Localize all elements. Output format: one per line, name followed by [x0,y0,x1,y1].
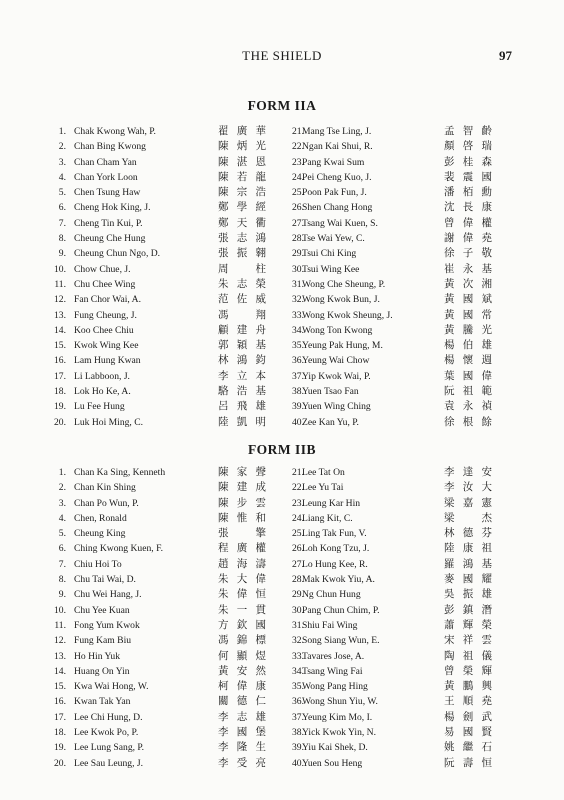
student-name-english: Lee Yu Tai [302,482,344,494]
student-name-english: Tse Wai Yew, C. [302,233,365,245]
entry-number: 22. [292,482,304,494]
entry-number: 20. [54,757,66,769]
roster-form-iib [40,465,524,771]
entry-number: 29. [292,248,304,260]
entry-number: 39. [292,742,304,754]
student-name-english: Fung Kam Biu [74,635,132,647]
entry-number: 32. [292,635,304,647]
entry-number: 29. [292,589,304,601]
roster-row [40,185,524,200]
roster-row [40,124,524,139]
roster-row [40,369,524,384]
student-name-chinese: 麥 國 耀 [444,573,492,586]
entry-number: 18. [54,727,66,739]
roster-row [40,323,524,338]
student-name-english: Lee Tat On [302,467,345,478]
entry-number: 36. [292,355,304,367]
student-name-chinese: 柯 偉 康 [218,680,266,693]
student-name-chinese: 顧 建 舟 [218,323,266,336]
student-name-chinese: 裴 震 國 [444,170,492,183]
student-name-english: Pei Cheng Kuo, J. [302,171,372,183]
roster-row [40,399,524,414]
entry-number: 33. [292,309,304,321]
roster-row [40,603,524,618]
student-name-chinese: 陳 家 聲 [218,466,266,478]
section-title: FORM IIB [247,442,317,457]
student-name-english: Yeung Pak Hung, M. [302,340,383,352]
entry-number: 39. [292,401,304,413]
student-name-chinese: 陳 建 成 [218,481,266,494]
student-name-english: Chan Bing Kwong [74,141,146,153]
student-name-english: Chu Yee Kuan [74,604,130,616]
roster-row [40,353,524,368]
student-name-english: Ho Hin Yuk [74,650,121,662]
student-name-english: Pang Kwai Sum [302,156,365,168]
student-name-chinese: 馮 錦 標 [218,634,266,647]
entry-number: 32. [292,294,304,306]
student-name-english: Yeung Wai Chow [302,355,370,367]
student-name-chinese: 蕭 輝 榮 [444,618,492,631]
student-name-english: Tavares Jose, A. [302,650,365,662]
entry-number: 15. [54,340,66,352]
student-name-chinese: 李 受 亮 [218,756,266,769]
student-name-chinese: 趙 海 濤 [218,557,266,570]
entry-number: 1. [58,126,66,137]
entry-number: 19. [54,742,66,754]
student-name-chinese: 徐 子 敬 [444,247,492,260]
entry-number: 18. [54,386,66,398]
entry-number: 12. [54,635,66,647]
entry-number: 13. [54,309,66,321]
student-name-chinese: 陸 康 祖 [444,542,492,555]
student-name-chinese: 梁 嘉 憲 [444,496,492,509]
student-name-chinese: 葉 國 偉 [444,369,492,382]
student-name-chinese: 陳 宗 浩 [218,186,266,199]
student-name-english: Yip Kwok Wai, P. [302,370,371,382]
student-name-english: Tsang Wing Fai [302,665,363,677]
student-name-english: Cheng Tin Kui, P. [74,217,143,229]
student-name-chinese: 羅 鴻 基 [444,557,492,570]
roster-row [40,480,524,495]
student-name-chinese: 阮 祖 範 [444,385,492,398]
student-name-english: Chan Ka Sing, Kenneth [74,467,166,478]
student-name-chinese: 黃 國 斌 [444,293,492,306]
entry-number: 27. [292,217,304,229]
student-name-chinese: 崔 永 基 [444,262,492,275]
roster-row [40,679,524,694]
student-name-chinese: 沈 長 康 [444,201,492,214]
student-name-english: Wong Pang Hing [302,681,368,693]
entry-number: 5. [58,528,66,540]
entry-number: 40. [292,757,304,769]
entry-number: 4. [58,171,66,183]
entry-number: 38. [292,727,304,739]
entry-number: 7. [58,558,66,570]
roster-row [40,740,524,755]
student-name-chinese: 李 國 堡 [218,726,266,739]
entry-number: 6. [58,543,66,555]
roster-row [40,694,524,709]
student-name-chinese: 姚 繼 石 [444,741,492,754]
entry-number: 7. [58,217,66,229]
entry-number: 13. [54,650,66,662]
entry-number: 16. [54,696,66,708]
student-name-english: Lee Lung Sang, P. [74,742,145,754]
roster-row [40,139,524,154]
student-name-english: Fung Cheung, J. [74,309,137,321]
student-name-chinese: 張 擎 [218,527,266,540]
roster-row [40,338,524,353]
student-name-chinese: 曾 偉 權 [444,216,492,229]
student-name-english: Kwok Wing Kee [74,340,139,352]
entry-number: 28. [292,574,304,586]
entry-number: 5. [58,187,66,199]
entry-number: 37. [292,370,304,382]
entry-number: 20. [54,416,66,428]
student-name-chinese: 陶 祖 儀 [444,649,492,662]
student-name-chinese: 郭 穎 基 [218,339,266,352]
student-name-chinese: 楊 劍 武 [444,710,492,723]
student-name-english: Cheung Chun Ngo, D. [74,248,161,260]
student-name-english: Chan Cham Yan [74,156,137,168]
student-name-english: Ching Kwong Kuen, F. [74,543,164,555]
student-name-english: Lee Chi Hung, D. [74,711,143,723]
roster-row [40,496,524,511]
student-name-english: Kwan Tak Yan [74,696,131,708]
entry-number: 35. [292,681,304,693]
roster-row [40,557,524,572]
student-name-english: Chan York Loon [74,171,138,183]
student-name-english: Cheung King [74,528,126,540]
student-name-english: Chow Chue, J. [74,263,131,275]
student-name-english: Pang Chun Chim, P. [302,604,380,616]
roster-row [40,664,524,679]
student-name-english: Cheng Hok King, J. [74,202,151,214]
student-name-chinese: 曾 榮 輝 [444,664,492,677]
student-name-english: Wong Shun Yiu, W. [302,696,378,708]
entry-number: 14. [54,324,66,336]
roster-form-iia [40,124,524,430]
student-name-chinese: 黃 騰 光 [444,323,492,336]
student-name-chinese: 潘 栢 勳 [444,186,492,199]
student-name-chinese: 王 順 堯 [444,695,492,708]
entry-number: 11. [54,278,66,290]
entry-number: 15. [54,681,66,693]
roster-row [40,277,524,292]
student-name-chinese: 周 柱 [218,262,266,275]
student-name-chinese: 鄭 學 經 [218,201,266,214]
entry-number: 37. [292,711,304,723]
student-name-english: Cheung Che Hung [74,233,146,245]
student-name-english: Chu Chee Wing [74,278,136,290]
student-name-chinese: 張 志 鴻 [218,232,266,245]
entry-number: 14. [54,665,66,677]
roster-row [40,587,524,602]
student-name-chinese: 呂 飛 雄 [218,400,266,413]
student-name-english: Leung Kar Hin [302,497,361,509]
page-number: 97 [499,48,512,63]
entry-number: 9. [58,248,66,260]
student-name-english: Lam Hung Kwan [74,355,141,367]
student-name-english: Zee Kan Yu, P. [302,416,359,428]
student-name-chinese: 孟 智 齡 [444,125,492,137]
student-name-english: Luk Hoi Ming, C. [74,416,144,428]
entry-number: 22. [292,141,304,153]
roster-row [40,155,524,170]
entry-number: 25. [292,187,304,199]
entry-number: 24. [292,171,304,183]
student-name-english: Lee Kwok Po, P. [74,727,139,739]
roster-row [40,246,524,261]
roster-row [40,633,524,648]
student-name-chinese: 陸 凱 明 [218,415,266,428]
student-name-chinese: 宋 祥 雲 [444,634,492,647]
entry-number: 40. [292,416,304,428]
student-name-english: Kwa Wai Hong, W. [74,681,149,693]
student-name-english: Ling Tak Fun, V. [302,528,367,540]
student-name-chinese: 顏 啓 瑞 [444,140,492,153]
student-name-chinese: 陳 惟 和 [218,511,266,524]
student-name-english: Tsui Wing Kee [302,263,360,275]
student-name-english: Wong Ton Kwong [302,324,373,336]
student-name-english: Yuen Tsao Fan [302,386,359,398]
journal-title: THE SHIELD [242,48,322,63]
entry-number: 36. [292,696,304,708]
student-name-english: Wong Kwok Sheung, J. [302,309,393,321]
student-name-chinese: 朱 大 偉 [218,573,266,586]
student-name-chinese: 朱 偉 恒 [218,588,266,601]
entry-number: 30. [292,604,304,616]
student-name-chinese: 李 隆 生 [218,741,266,754]
roster-row [40,618,524,633]
student-name-english: Huang On Yin [74,665,130,677]
roster-row [40,216,524,231]
student-name-english: Shen Chang Hong [302,202,373,214]
entry-number: 17. [54,711,66,723]
entry-number: 10. [54,604,66,616]
roster-row [40,725,524,740]
entry-number: 26. [292,202,304,214]
roster-row [40,649,524,664]
entry-number: 1. [58,467,66,478]
entry-number: 27. [292,558,304,570]
student-name-chinese: 林 鴻 鈞 [218,354,266,367]
entry-number: 21. [292,467,304,478]
student-name-chinese: 程 廣 權 [218,542,266,555]
entry-number: 2. [58,141,66,153]
student-name-chinese: 范 佐 威 [218,293,266,306]
entry-number: 19. [54,401,66,413]
student-name-english: Lu Fee Hung [74,401,125,413]
student-name-english: Lo Hung Kee, R. [302,558,368,570]
student-name-chinese: 黃 次 湘 [444,277,492,290]
student-name-english: Chen, Ronald [74,512,127,524]
student-name-chinese: 徐 根 餘 [444,415,492,428]
student-name-english: Chu Tai Wai, D. [74,574,136,586]
student-name-english: Ng Chun Hung [302,589,361,601]
student-name-english: Yiu Kai Shek, D. [302,742,368,754]
student-name-chinese: 陳 湛 恩 [218,155,266,168]
entry-number: 2. [58,482,66,494]
entry-number: 11. [54,619,66,631]
roster-row [40,415,524,430]
entry-number: 34. [292,665,304,677]
section-title: FORM IIA [247,98,317,113]
entry-number: 6. [58,202,66,214]
student-name-chinese: 陳 若 龍 [218,170,266,183]
roster-row [40,511,524,526]
entry-number: 3. [58,497,66,509]
student-name-chinese: 陳 炳 光 [218,140,266,153]
student-name-chinese: 吳 振 雄 [444,588,492,601]
student-name-english: Mang Tse Ling, J. [302,126,372,137]
roster-row [40,384,524,399]
roster-row [40,170,524,185]
student-name-chinese: 李 立 本 [218,369,266,382]
entry-number: 28. [292,233,304,245]
student-name-chinese: 關 德 仁 [218,695,266,708]
student-name-chinese: 阮 壽 恒 [444,756,492,769]
entry-number: 30. [292,263,304,275]
student-name-english: Koo Chee Chiu [74,324,134,336]
entry-number: 8. [58,574,66,586]
roster-row [40,572,524,587]
student-name-english: Yick Kwok Yin, N. [302,727,376,739]
student-name-english: Wong Che Sheung, P. [302,278,386,290]
student-name-chinese: 黃 安 然 [218,664,266,677]
student-name-english: Fan Chor Wai, A. [74,294,142,306]
entry-number: 24. [292,512,304,524]
entry-number: 17. [54,370,66,382]
student-name-english: Yuen Sou Heng [302,757,363,769]
entry-number: 34. [292,324,304,336]
student-name-chinese: 翟 廣 華 [218,125,266,137]
student-name-chinese: 彭 桂 森 [444,155,492,168]
student-name-chinese: 張 振 翱 [218,247,266,260]
student-name-english: Chu Wei Hang, J. [74,589,142,601]
student-name-chinese: 朱 一 貫 [218,603,266,616]
student-name-english: Liang Kit, C. [302,512,353,524]
entry-number: 8. [58,233,66,245]
entry-number: 23. [292,156,304,168]
roster-row [40,710,524,725]
student-name-chinese: 黃 國 常 [444,308,492,321]
student-name-chinese: 李 汝 大 [444,481,492,494]
student-name-chinese: 袁 永 禎 [444,400,492,413]
student-name-chinese: 何 顯 煜 [218,649,266,662]
entry-number: 10. [54,263,66,275]
student-name-english: Chen Tsung Haw [74,187,141,199]
student-name-chinese: 彭 鎮 潛 [444,603,492,616]
entry-number: 33. [292,650,304,662]
student-name-chinese: 駱 浩 基 [218,385,266,398]
entry-number: 9. [58,589,66,601]
entry-number: 25. [292,528,304,540]
roster-row [40,292,524,307]
student-name-english: Fong Yum Kwok [74,619,140,631]
student-name-chinese: 朱 志 榮 [218,277,266,290]
student-name-chinese: 馮 翔 [218,308,266,321]
student-name-chinese: 李 志 雄 [218,710,266,723]
entry-number: 3. [58,156,66,168]
student-name-english: Li Labboon, J. [74,370,130,382]
student-name-chinese: 謝 偉 堯 [444,232,492,245]
student-name-english: Chan Kin Shing [74,482,136,494]
student-name-english: Ngan Kai Shui, R. [302,141,373,153]
entry-number: 4. [58,512,66,524]
entry-number: 38. [292,386,304,398]
student-name-english: Chak Kwong Wah, P. [74,126,156,137]
student-name-english: Yeung Kim Mo, I. [302,711,373,723]
student-name-chinese: 方 欽 國 [218,618,266,631]
student-name-chinese: 林 德 芬 [444,527,492,540]
student-name-chinese: 黃 鵬 興 [444,680,492,693]
student-name-chinese: 易 國 賢 [444,726,492,739]
roster-row [40,200,524,215]
student-name-english: Mak Kwok Yiu, A. [302,574,375,586]
student-name-english: Tsang Wai Kuen, S. [302,217,378,229]
entry-number: 31. [292,278,304,290]
student-name-chinese: 李 達 安 [444,466,492,478]
roster-row [40,541,524,556]
student-name-english: Chan Po Wun, P. [74,497,139,509]
roster-row [40,262,524,277]
roster-row [40,308,524,323]
student-name-chinese: 楊 懷 週 [444,354,492,367]
entry-number: 23. [292,497,304,509]
entry-number: 16. [54,355,66,367]
student-name-english: Wong Kwok Bun, J. [302,294,380,306]
student-name-english: Yuen Wing Ching [302,401,371,413]
student-name-english: Lok Ho Ke, A. [74,386,131,398]
entry-number: 26. [292,543,304,555]
roster-row [40,465,524,480]
student-name-english: Tsui Chi King [302,248,357,260]
student-name-english: Song Siang Wun, E. [302,635,380,647]
entry-number: 35. [292,340,304,352]
roster-row [40,756,524,771]
student-name-english: Poon Pak Fun, J. [302,187,367,199]
student-name-chinese: 陳 步 雲 [218,496,266,509]
student-name-chinese: 楊 伯 雄 [444,339,492,352]
roster-row [40,526,524,541]
student-name-chinese: 鄭 天 衢 [218,216,266,229]
entry-number: 31. [292,619,304,631]
student-name-english: Chiu Hoi To [74,558,122,570]
student-name-english: Loh Kong Tzu, J. [302,543,370,555]
roster-row [40,231,524,246]
student-name-english: Shiu Fai Wing [302,619,358,631]
student-name-english: Lee Sau Leung, J. [74,757,144,769]
entry-number: 21. [292,126,304,137]
student-name-chinese: 梁 杰 [444,511,492,524]
entry-number: 12. [54,294,66,306]
